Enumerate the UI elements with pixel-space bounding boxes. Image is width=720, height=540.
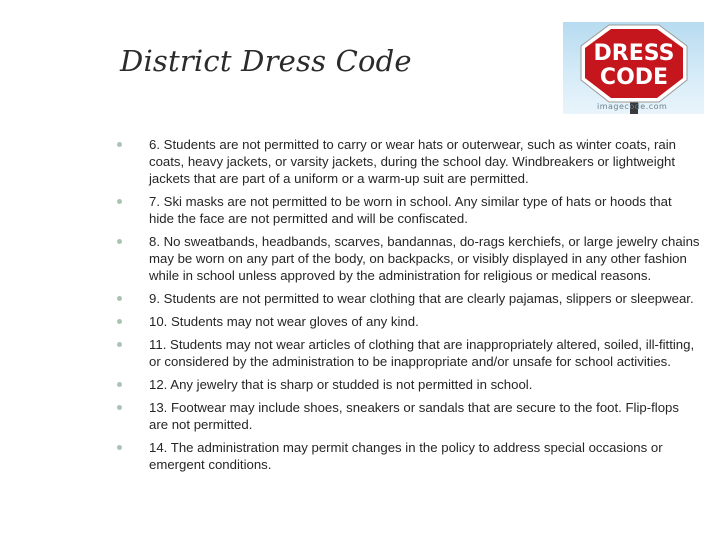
sign-line-2: CODE xyxy=(599,65,669,90)
list-item-text: 9. Students are not permitted to wear clothing that are clearly pajamas, slippers or sleepwear. xyxy=(149,291,694,306)
list-item-text: 13. Footwear may include shoes, sneakers or sandals that are secure to the foot. Flip-flops are not permitted. xyxy=(149,400,679,432)
list-item-text: 7. Ski masks are not permitted to be worn in school. Any similar type of hats or hoods that hide the face are not permitted and will be confiscated. xyxy=(149,194,672,226)
bullet-icon xyxy=(117,382,122,387)
list-item xyxy=(114,399,700,433)
list-item xyxy=(114,193,700,227)
list-item-text: 11. Students may not wear articles of clothing that are inappropriately altered, soiled, ill-fitting, or considered by the administration to be inappropriate and/or unsafe for school activities. xyxy=(149,337,695,369)
bullet-icon xyxy=(117,199,122,204)
dress-code-rules-list xyxy=(114,136,700,479)
bullet-icon xyxy=(117,342,122,347)
list-item-text: 8. No sweatbands, headbands, scarves, bandannas, do-rags kerchiefs, or large jewelry chains may be worn on any part of the body, on backpacks, or visibly displayed in any other fashion while in school unless approved by the administration for religious or medical reasons. xyxy=(149,234,700,283)
list-item-text: 6. Students are not permitted to carry or wear hats or outerwear, such as winter coats, rain coats, heavy jackets, or varsity jackets, during the school day. Windbreakers or lightweight jackets that are part of a uniform or a warm-up suit are permitted. xyxy=(149,137,677,186)
dress-code-sign-image xyxy=(563,22,704,114)
list-item-text: 14. The administration may permit changes in the policy to address special occasions or emergent conditions. xyxy=(149,440,663,472)
list-item xyxy=(114,233,700,284)
image-watermark: imagecode.com xyxy=(597,102,668,111)
bullet-icon xyxy=(117,319,122,324)
list-item xyxy=(114,136,700,187)
stop-sign-icon xyxy=(563,22,704,114)
bullet-icon xyxy=(117,445,122,450)
sign-line-1: DRESS xyxy=(593,41,675,66)
bullet-icon xyxy=(117,296,122,301)
list-item-text: 12. Any jewelry that is sharp or studded is not permitted in school. xyxy=(149,377,533,392)
list-item xyxy=(114,439,700,473)
bullet-icon xyxy=(117,239,122,244)
list-item xyxy=(114,376,700,393)
list-item xyxy=(114,336,700,370)
list-item-text: 10. Students may not wear gloves of any kind. xyxy=(149,314,419,329)
list-item xyxy=(114,290,700,307)
list-item xyxy=(114,313,700,330)
bullet-icon xyxy=(117,405,122,410)
bullet-icon xyxy=(117,142,122,147)
page-title: District Dress Code xyxy=(120,44,412,78)
